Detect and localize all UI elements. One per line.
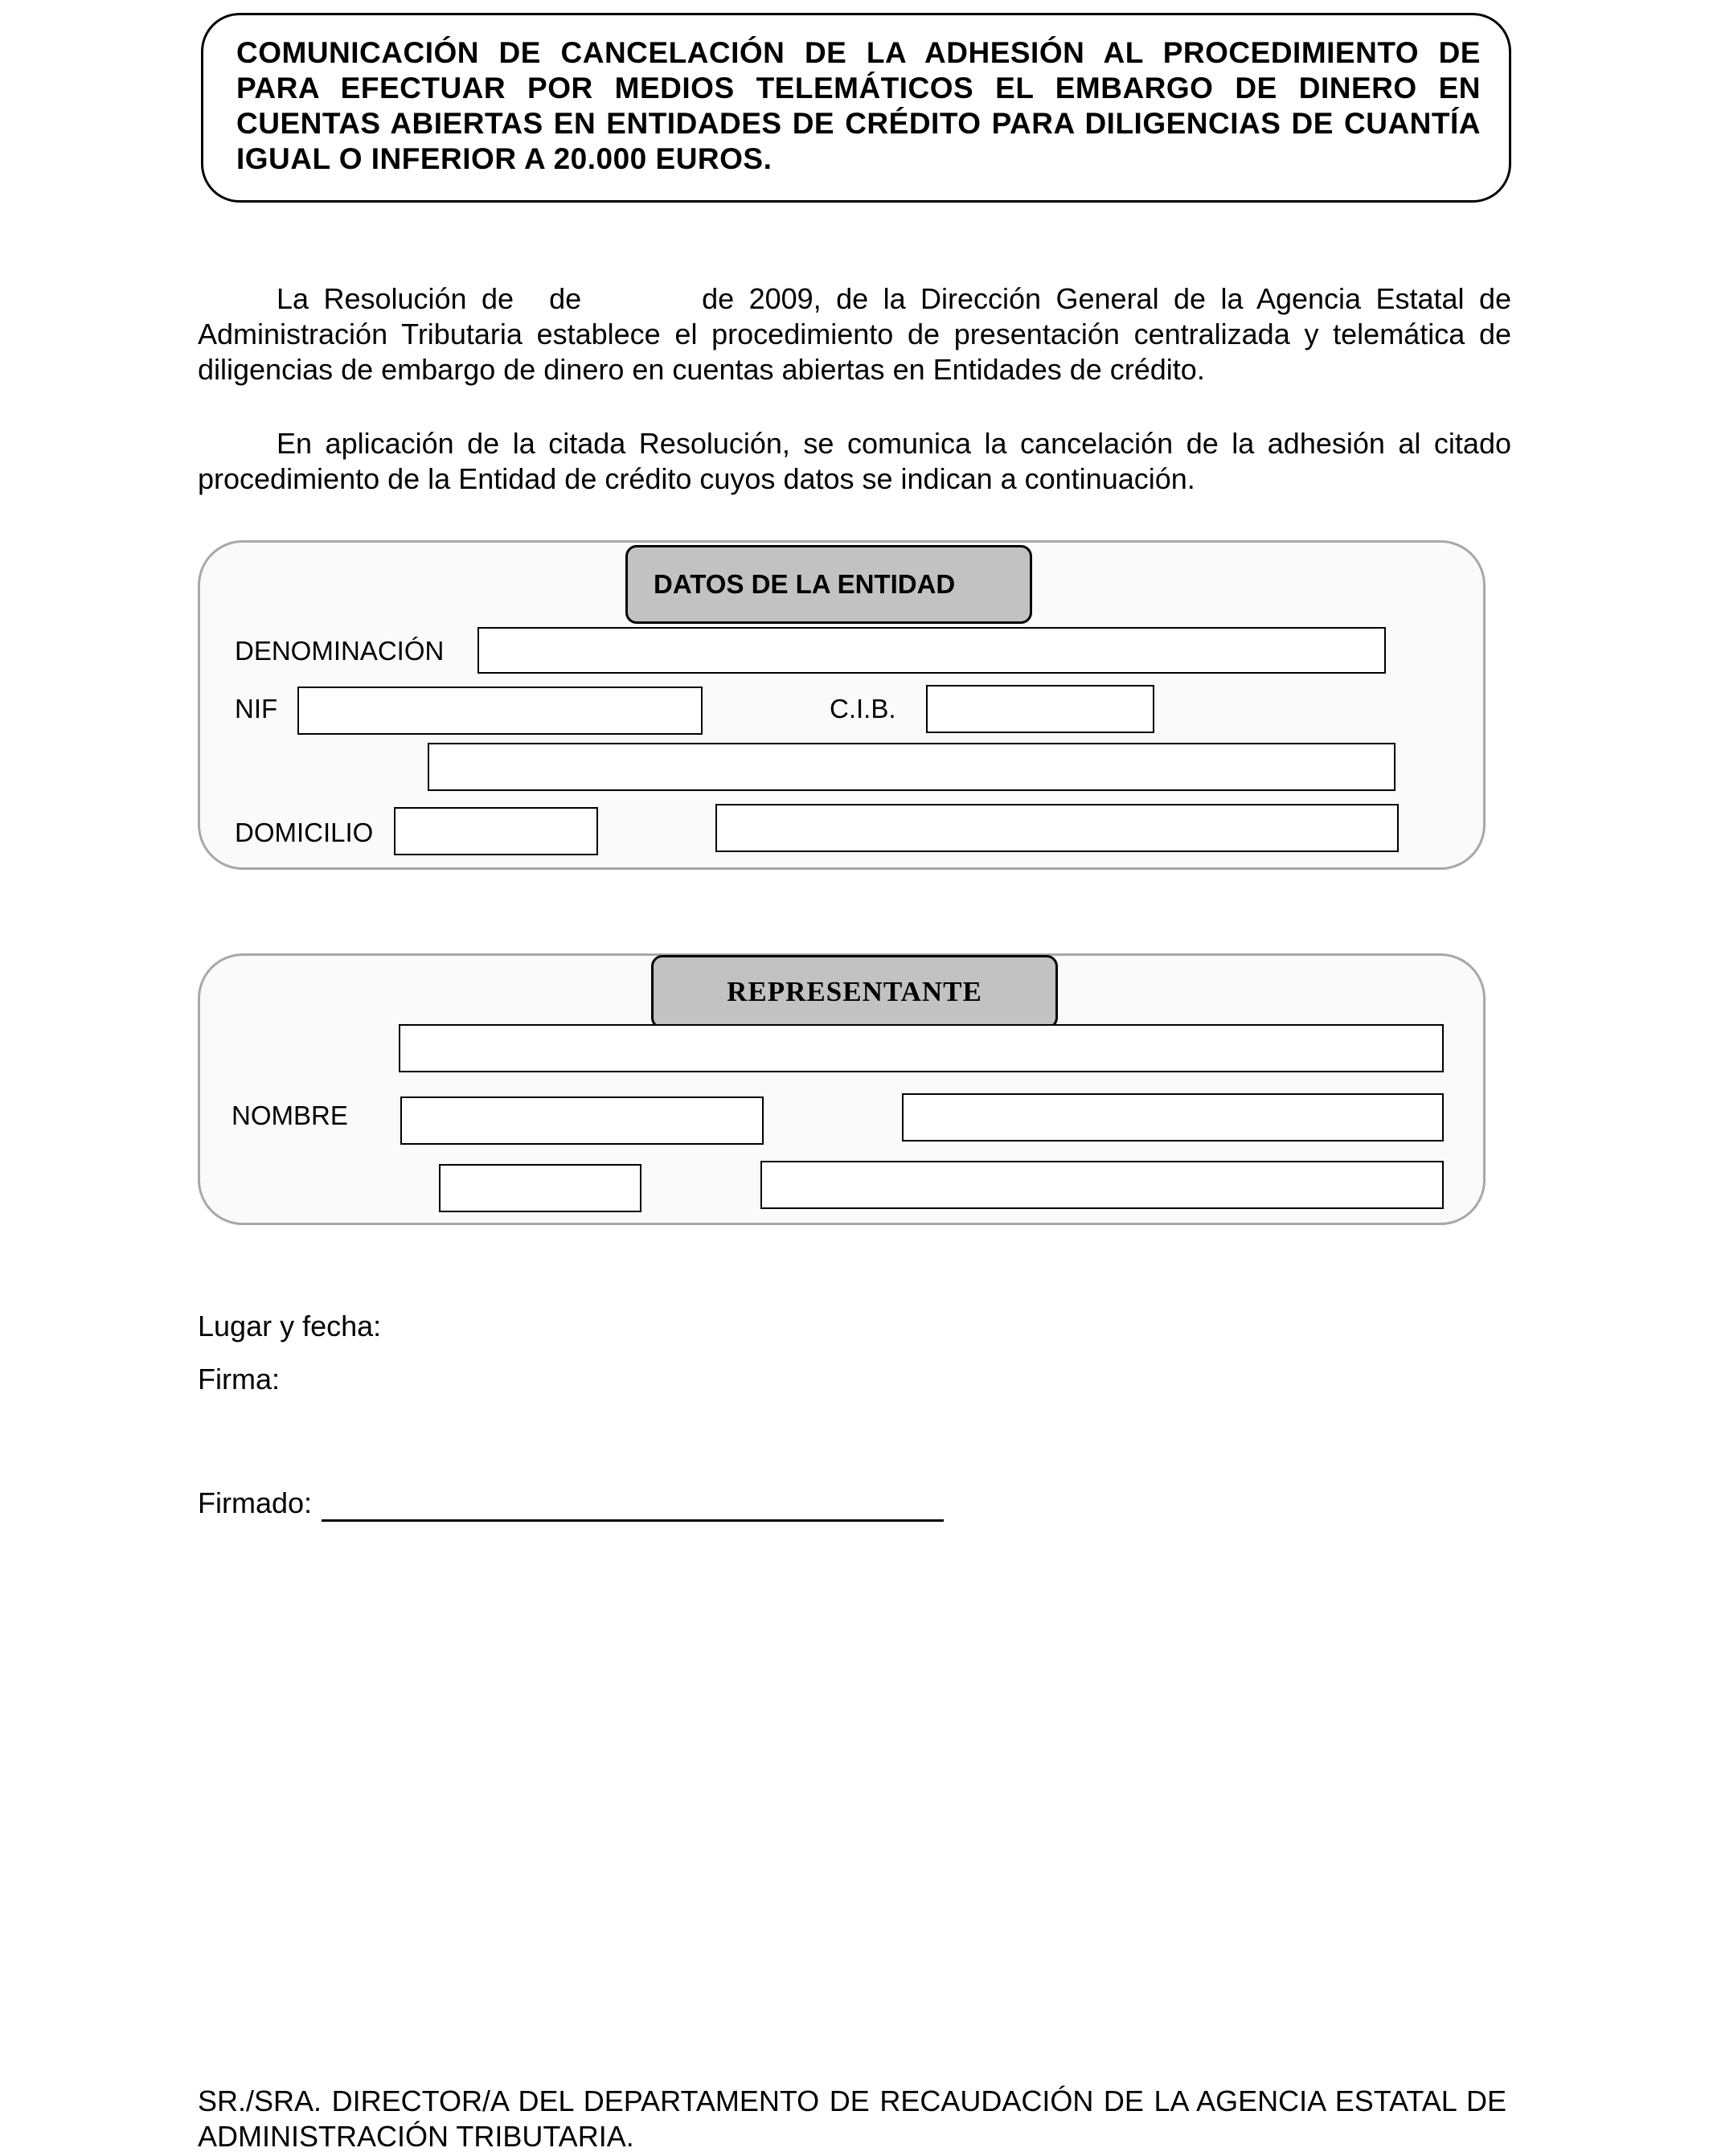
representante-section-header: REPRESENTANTE (651, 955, 1058, 1029)
firmado-label: Firmado: (198, 1486, 313, 1519)
denominacion-field[interactable] (477, 627, 1386, 674)
nif-label: NIF (235, 694, 278, 723)
domicilio-field-b[interactable] (715, 804, 1399, 852)
intro-text-b: de (549, 282, 582, 315)
representante-field-line1[interactable] (399, 1024, 1444, 1072)
document-title: COMUNICACIÓN DE CANCELACIÓN DE LA ADHESIÓN AL PROCEDIMIENTO DE PARA EFECTUAR POR MEDIOS TELEMÁTICOS EL EMBARGO DE DINERO EN CUENTAS ABIERTAS EN ENTIDADES DE CRÉDITO PARA DILIGENCIAS DE CUANTÍA IGUAL O INFERIOR A 20.000 EUROS. (236, 36, 1481, 175)
domicilio-field-a[interactable] (394, 807, 598, 855)
intro-paragraph (198, 281, 1511, 387)
representante-field-line3-b[interactable] (760, 1161, 1444, 1209)
representante-field-line2-b[interactable] (902, 1093, 1444, 1142)
denominacion-label: DENOMINACIÓN (235, 636, 445, 666)
intro-text-c: de 2009, de la Dirección General de la Agencia Estatal de Administración Tributaria establece el procedimiento de presentación centralizada y telemática de diligencias de embargo de dinero en cuentas abiertas en Entidades de crédito. (198, 282, 1511, 386)
representante-field-line2-a[interactable] (400, 1096, 764, 1145)
domicilio-label: DOMICILIO (235, 818, 374, 847)
nif-field[interactable] (297, 687, 703, 735)
representante-field-line3-a[interactable] (439, 1164, 641, 1212)
cib-field[interactable] (926, 685, 1154, 733)
intro-text-a: La Resolución de (277, 282, 514, 315)
cib-label: C.I.B. (830, 694, 896, 723)
application-paragraph (198, 426, 1511, 497)
lugar-fecha-label: Lugar y fecha: (198, 1310, 382, 1342)
nombre-label: NOMBRE (232, 1101, 348, 1130)
domicilio-field-line1[interactable] (428, 743, 1395, 791)
signature-line[interactable] (322, 1519, 944, 1522)
addressee: SR./SRA. DIRECTOR/A DEL DEPARTAMENTO DE RECAUDACIÓN DE LA AGENCIA ESTATAL DE ADMINISTRACIÓN TRIBUTARIA. (198, 2084, 1506, 2153)
application-text: En aplicación de la citada Resolución, se comunica la cancelación de la adhesión al citado procedimiento de la Entidad de crédito cuyos datos se indican a continuación. (198, 427, 1511, 495)
entidad-section-header: DATOS DE LA ENTIDAD (625, 545, 1032, 624)
firma-label: Firma: (198, 1363, 280, 1396)
